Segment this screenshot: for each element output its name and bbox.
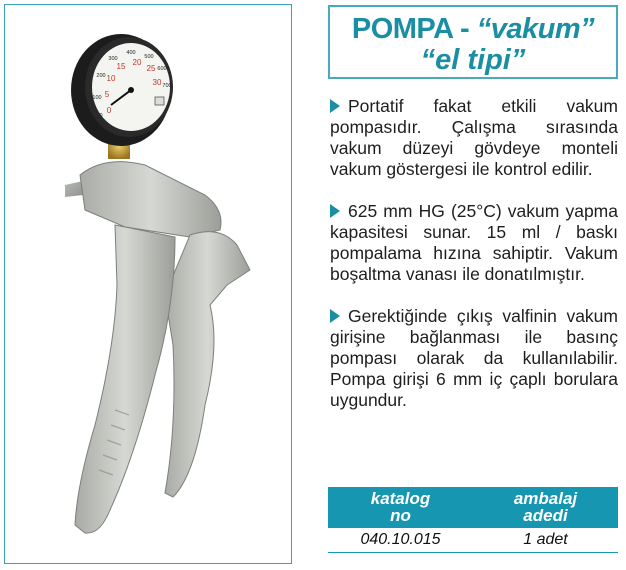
pump-body — [80, 162, 221, 237]
gauge-outer-200: 200 — [96, 73, 106, 79]
title-prefix: POMPA - — [351, 13, 477, 45]
description-paragraph-1 — [330, 96, 618, 180]
paragraph-text: 625 mm HG (25°C) vakum yapma kapasitesi sunar. 15 ml / baskı pompalama hızına sahiptir. Vakum boşaltma vanası ile donatılmıştır. — [330, 201, 618, 284]
paragraph-text: Portatif fakat etkili vakum pompasıdır. Çalışma sırasında vakum düzeyi gövdeye monteli vakum göstergesi ile kontrol edilir. — [330, 96, 618, 179]
arrow-bullet-icon — [330, 309, 340, 323]
arrow-bullet-icon — [330, 204, 340, 218]
description-paragraph-3 — [330, 306, 618, 411]
product-title-box — [328, 5, 618, 79]
gauge-outer-600: 600 — [157, 66, 167, 72]
gauge-mark-25: 25 — [146, 64, 156, 73]
header-catalog-no — [328, 487, 473, 528]
title-vakum: “vakum” — [476, 13, 595, 45]
package-count-cell: 1 adet — [473, 528, 618, 553]
pump-handle — [75, 225, 175, 533]
arrow-bullet-icon — [330, 99, 340, 113]
hose-barb — [65, 181, 83, 197]
header-package-count-text: ambalaj adedi — [513, 489, 578, 525]
gauge-outer-0: 0 — [99, 113, 103, 119]
paragraph-text: Gerektiğinde çıkış valfinin vakum girişine bağlanması ile basınç pompası olarak da kullanılabilir. Pompa girişi 6 mm iç çaplı borulara uygundur. — [330, 306, 618, 410]
gauge-mark-5: 5 — [104, 90, 110, 99]
catalog-table — [328, 487, 618, 553]
gauge-outer-400: 400 — [126, 50, 136, 56]
gauge-outer-500: 500 — [144, 54, 154, 60]
gauge-outer-700: 700 — [162, 83, 172, 89]
gauge-mark-30: 30 — [152, 78, 162, 87]
gauge-mark-15: 15 — [116, 62, 126, 71]
catalog-number-cell: 040.10.015 — [328, 528, 473, 553]
product-title-line1 — [330, 13, 616, 46]
description-paragraph-2 — [330, 201, 618, 285]
gauge-outer-100: 100 — [92, 95, 102, 101]
header-package-count — [473, 487, 618, 528]
table-row — [328, 528, 618, 553]
hand-vacuum-pump-image — [5, 5, 292, 564]
gauge-mark-20: 20 — [132, 58, 142, 67]
product-photo-frame — [4, 4, 292, 564]
description — [330, 96, 618, 432]
header-catalog-no-text: katalog no — [370, 489, 431, 525]
gauge-outer-300: 300 — [108, 56, 118, 62]
table-header-row — [328, 487, 618, 528]
pump-lever — [165, 232, 250, 497]
product-title-line2: “el tipi” — [420, 44, 526, 76]
gauge-mark-10: 10 — [106, 74, 116, 83]
gauge-mark-0: 0 — [106, 106, 112, 115]
